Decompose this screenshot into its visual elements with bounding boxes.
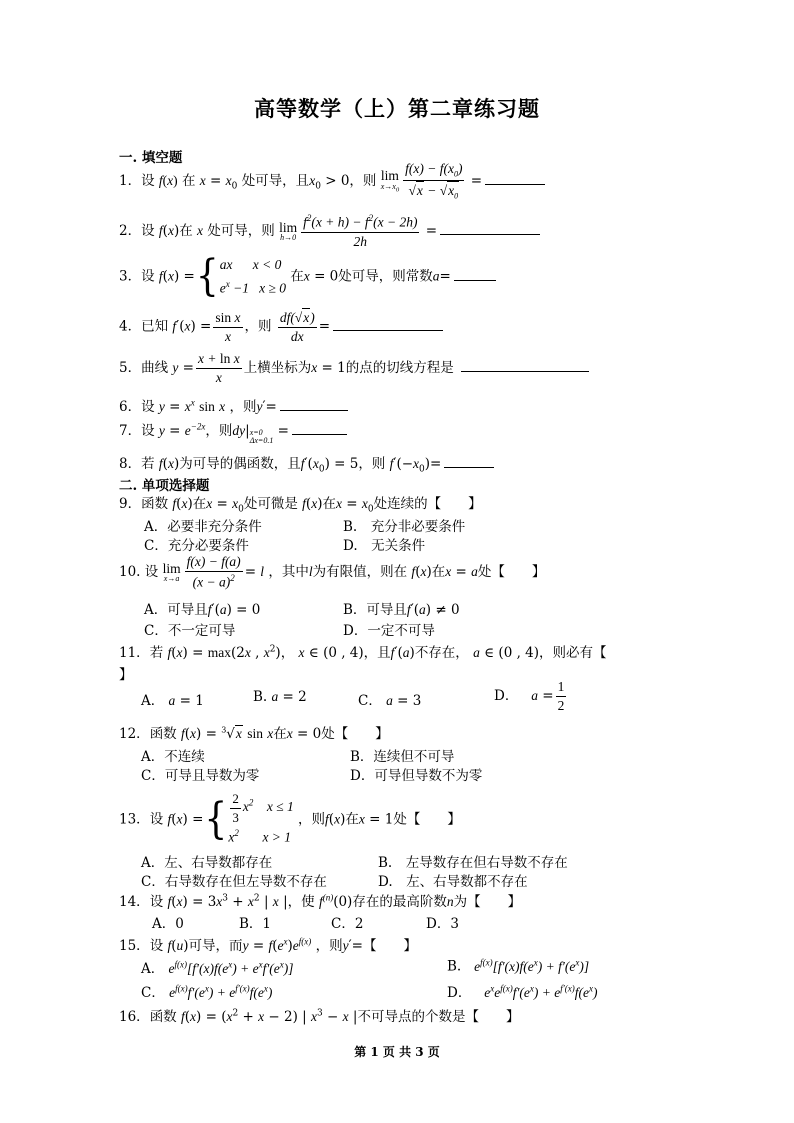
option-10b: B．可导且f′(a) ≠ 0 xyxy=(343,602,460,618)
option-12b: B．连续但不可导 xyxy=(350,749,455,765)
question-6: 6．设 $y = x^x$ sin x ，则y′= xyxy=(119,395,348,415)
question-14: 14．设 $f(x) = 3x^3 + x^2$ | x |，使 $f^{(n)}(0)$存在的最高阶数n为【 】 xyxy=(119,892,522,910)
option-14a: A．0 xyxy=(152,916,184,932)
close-bracket-11: 】 xyxy=(119,667,133,683)
option-12c: C．可导且导数为零 xyxy=(141,768,260,784)
option-14c: C．2 xyxy=(331,916,364,932)
option-11c: C． a = 3 xyxy=(358,693,422,709)
option-9a: A．必要非充分条件 xyxy=(144,519,262,535)
question-10: 10. 设 lim x→a $\frac{f(x) - f(a)}{(x - a)^2}$ = l ，其中l为有限值，则在 f(x)在x = a处【 】 xyxy=(119,554,546,590)
question-7: 7．设 $y = e^{-2x}$，则dy|x=0 Δx=0.1 = xyxy=(119,419,347,445)
question-13: 13．设 f(x) ={ $\frac{2}{3}$ $x^2$ x ≤ 1 $x^2$ x > 1 ，则f(x)在x = 1处【 】 xyxy=(119,791,461,845)
question-15: 15．设 f(u)可导，而$y = f(e^x)e^{f(x)}$ ，则y′=【 】 xyxy=(119,936,417,954)
option-15c: C． $e^{f(x)}f'(e^x) + e^{f'(x)}f(e^x)$ xyxy=(141,983,273,1001)
section-choice: 二. 单项选择题 xyxy=(119,478,210,494)
option-14d: D．3 xyxy=(426,916,459,932)
question-3: 3．设 f(x) ={ ax x < 0 $e^x -1$ x ≥ 0 在x = 0处可导，则常数a= xyxy=(119,254,496,300)
option-13d: D. 左、右导数都不存在 xyxy=(378,874,528,890)
option-10c: C．不一定可导 xyxy=(144,623,236,639)
option-13b: B. 左导数存在但右导数不存在 xyxy=(378,855,568,871)
option-14b: B．1 xyxy=(239,916,272,932)
question-11: 11．若 f(x) = max(2x , $x^2$)， x ∈ (0 , 4)，且f′(a)不存在， a ∈ (0 , 4)，则必有【 xyxy=(119,644,607,661)
question-2: 2．设 f(x)在 x 处可导，则 lim h→0 $\frac{f^2(x + h) - f^2(x - 2h)}{2h}$ = xyxy=(119,212,540,251)
option-9c: C．充分必要条件 xyxy=(144,538,249,554)
question-12: 12．函数 f(x) = $^3$√x sin x在x = 0处【 】 xyxy=(119,725,389,742)
option-11d: D． a = $\frac{1}{2}$ xyxy=(494,679,565,714)
option-12a: A．不连续 xyxy=(141,749,205,765)
page-title: 高等数学（上）第二章练习题 xyxy=(254,96,540,121)
option-9d: D. 无关条件 xyxy=(343,538,426,554)
option-15a: A． $e^{f(x)}[f'(x)f(e^x) + e^xf'(e^x)]$ xyxy=(141,959,294,977)
question-16: 16．函数 $f(x) = (x^2 + x - 2)$ | $x^3 - x$ |不可导点的个数是【 】 xyxy=(119,1008,520,1025)
option-11b: B. a = 2 xyxy=(253,689,307,705)
option-15b: B. $e^{f(x)}[f'(x)f(e^x) + f'(e^x)]$ xyxy=(447,957,590,975)
option-9b: B. 充分非必要条件 xyxy=(343,519,466,535)
question-9: 9．函数 f(x)在$x = x_0$处可微是 f(x)在$x = x_0$处连续的【 】 xyxy=(119,496,482,515)
option-15d: D． $e^xe^{f(x)}f'(e^x) + e^{f'(x)}f(e^x)$ xyxy=(447,983,598,1001)
option-11a: A． a = 1 xyxy=(141,693,204,709)
option-12d: D．可导但导数不为零 xyxy=(350,768,483,784)
question-5: 5．曲线 y = $\frac{\text{x + ln x}}{x}$ 上横坐标为x = 1的点的切线方程是 xyxy=(119,350,589,387)
option-10a: A．可导且f′(a) = 0 xyxy=(144,602,261,618)
option-13a: A．左、右导数都存在 xyxy=(141,855,273,871)
option-10d: D．一定不可导 xyxy=(343,623,435,639)
section-fill-in: 一. 填空题 xyxy=(119,150,183,166)
question-8: 8．若 f(x)为可导的偶函数，且$f'(x_0) = 5$，则 $f'(-x_0)=$ xyxy=(119,452,494,475)
question-number: 1． xyxy=(119,172,142,189)
option-13c: C．右导数存在但左导数不存在 xyxy=(141,874,327,890)
question-4: 4．已知 f′(x) = $\frac{\text{sin x}}{x}$ ，则 $\frac{df(√x)}{dx}$ = xyxy=(119,308,443,346)
question-1: 1．设 f(x) 在 $x = x_0$ 处可导，且$x_0 > 0$，则 lim $x\to x_0$ $\frac{f(x) - f(x_0)}{√x - √x_0}$ = xyxy=(119,160,545,203)
page-footer: 第 1 页 共 3 页 xyxy=(354,1045,440,1059)
